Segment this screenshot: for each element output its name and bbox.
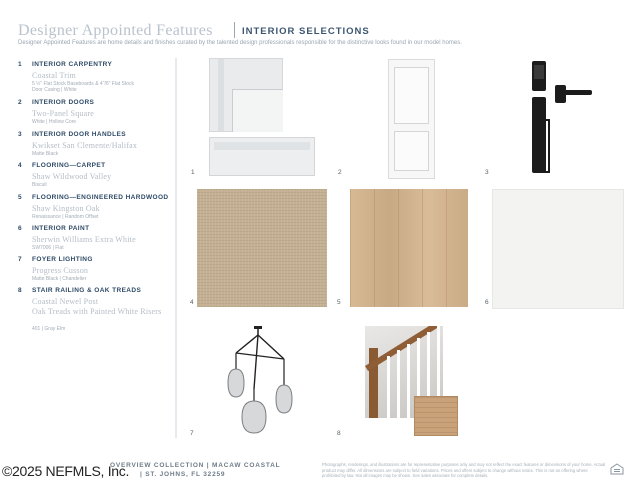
column-divider — [175, 58, 177, 438]
selection-detail: 401 | Gray Elm — [32, 326, 66, 332]
image-number: 3 — [485, 169, 489, 176]
selection-item — [18, 162, 168, 190]
selection-item — [18, 194, 168, 222]
oak-tread-sample-image — [414, 396, 458, 436]
paint-swatch-image — [492, 189, 624, 309]
selection-item — [18, 131, 168, 159]
selection-number: 3 — [18, 131, 22, 138]
copyright-watermark: ©2025 NEFMLS, Inc. — [2, 463, 130, 479]
footer-collection: OVERVIEW COLLECTION | MACAW COASTAL — [110, 462, 281, 469]
selection-number: 7 — [18, 256, 22, 263]
selection-detail: White | Hollow Core — [32, 119, 77, 125]
selection-category: INTERIOR DOOR HANDLES — [32, 131, 126, 138]
selection-name: Sherwin Williams Extra White — [32, 235, 136, 244]
title-divider — [234, 22, 235, 38]
selection-category: INTERIOR CARPENTRY — [32, 61, 113, 68]
image-number: 6 — [485, 299, 489, 306]
selection-item — [18, 99, 168, 127]
image-number: 2 — [338, 169, 342, 176]
hardwood-sample-image — [350, 189, 468, 307]
selection-detail: 5 ½" Flat Stock Baseboards & 4"/6" Flat Stock — [32, 81, 135, 87]
image-number: 4 — [190, 299, 194, 306]
page-title: Designer Appointed Features — [18, 22, 213, 39]
trim-sample-image — [209, 58, 283, 132]
selection-detail: Renaissance | Random Offset — [32, 214, 99, 220]
selection-category: FLOORING—CARPET — [32, 162, 106, 169]
chandelier-image — [222, 325, 300, 437]
selection-detail: Door Casing | White — [32, 87, 77, 93]
image-number: 1 — [191, 169, 195, 176]
selection-name: Coastal Newel Post — [32, 297, 99, 306]
selection-name: Shaw Kingston Oak — [32, 204, 100, 213]
door-handle-image — [528, 59, 596, 177]
selection-detail: Biscuit — [32, 182, 47, 188]
selection-item — [18, 287, 168, 335]
selection-name-secondary: Oak Treads with Painted White Risers — [32, 307, 162, 316]
selection-name: Coastal Trim — [32, 71, 76, 80]
selection-detail: Matte Black | Chandelier — [32, 276, 87, 282]
footer-location: | ST. JOHNS, FL 32259 — [140, 471, 226, 478]
footer-disclaimer: Photographs, renderings, and illustrations are for representative purposes only and may not reflect the exact features or dimensions of your home. Actual product may differ. All dimensions are subject to field variations. Prices and offers subject to change without notice. This is not an offering where prohibited by law. Not all images may be shown. See sales associate for complete details. — [322, 462, 606, 478]
equal-housing-icon — [610, 463, 624, 475]
page-description: Designer Appointed Features are home details and finishes curated by the talented design professionals responsible for the distinctive looks found in our model homes. — [18, 40, 462, 46]
selection-item — [18, 256, 168, 284]
selection-detail: SW7006 | Flat — [32, 245, 64, 251]
door-image — [388, 59, 435, 179]
selection-number: 6 — [18, 225, 22, 232]
selection-name: Kwikset San Clemente/Halifax — [32, 141, 138, 150]
baseboard-sample-image — [209, 137, 315, 176]
selection-number: 5 — [18, 194, 22, 201]
selection-name: Shaw Wildwood Valley — [32, 172, 112, 181]
selection-category: INTERIOR DOORS — [32, 99, 95, 106]
selection-item — [18, 61, 168, 91]
selection-detail: Matte Black — [32, 151, 59, 157]
selection-item — [18, 225, 168, 253]
selection-number: 4 — [18, 162, 22, 169]
selection-number: 2 — [18, 99, 22, 106]
selection-number: 1 — [18, 61, 22, 68]
selection-name: Two-Panel Square — [32, 109, 94, 118]
selection-category: FLOORING—ENGINEERED HARDWOOD — [32, 194, 169, 201]
selection-name: Progress Cusson — [32, 266, 89, 275]
selection-category: FOYER LIGHTING — [32, 256, 93, 263]
selection-category: STAIR RAILING & OAK TREADS — [32, 287, 142, 294]
carpet-sample-image — [197, 189, 327, 307]
image-number: 7 — [190, 430, 194, 437]
selection-number: 8 — [18, 287, 22, 294]
selection-category: INTERIOR PAINT — [32, 225, 90, 232]
page-subtitle: INTERIOR SELECTIONS — [242, 26, 370, 37]
image-number: 5 — [337, 299, 341, 306]
image-number: 8 — [337, 430, 341, 437]
